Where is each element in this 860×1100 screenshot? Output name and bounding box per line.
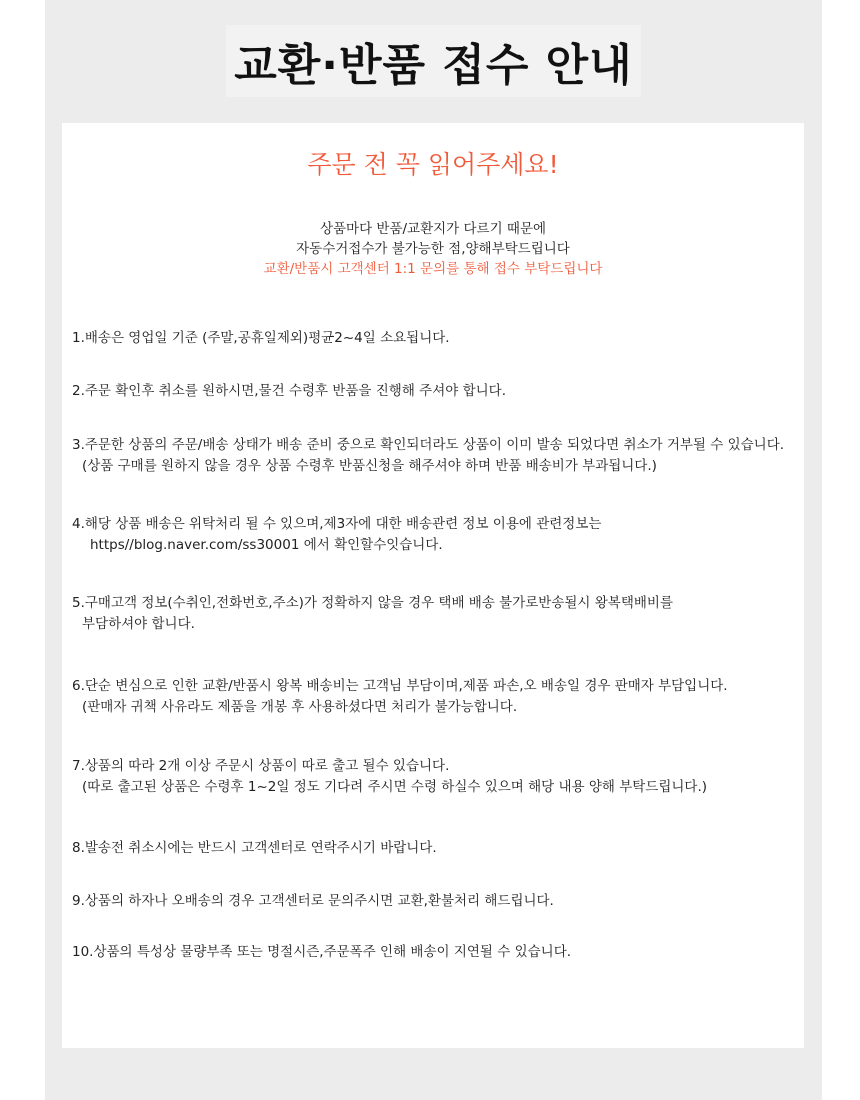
notice-item-5	[72, 593, 673, 635]
intro-text	[62, 219, 804, 279]
notice-item-4	[72, 514, 601, 556]
notice-subtext: (따로 출고된 상품은 수령후 1~2일 정도 기다려 주시면 수령 하실수 있으며 해당 내용 양해 부탁드립니다.)	[82, 779, 708, 795]
intro-line-2: 자동수거접수가 불가능한 점,양해부탁드립니다	[296, 241, 570, 257]
card-subtitle: 주문 전 꼭 읽어주세요!	[307, 150, 559, 179]
intro-line-1: 상품마다 반품/교환지가 다르기 때문에	[319, 221, 547, 237]
notice-item-6	[72, 676, 728, 718]
header	[45, 0, 822, 122]
notice-page	[45, 0, 822, 1100]
notice-item-9	[72, 891, 554, 912]
notice-subtext: (상품 구매를 원하지 않을 경우 상품 수령후 반품신청을 해주셔야 하며 반품 배송비가 부과됩니다.)	[82, 458, 657, 474]
notice-subtext: 부담하셔야 합니다.	[82, 616, 195, 632]
notice-text: 10.상품의 특성상 물량부족 또는 명절시즌,주문폭주 인해 배송이 지연될 수 있습니다.	[72, 944, 572, 960]
notice-subtext: https//blog.naver.com/ss30001 에서 확인할수잇습니다.	[90, 537, 443, 553]
notice-subtext: (판매자 귀책 사유라도 제품을 개봉 후 사용하셨다면 처리가 불가능합니다.	[82, 699, 518, 715]
notice-item-8	[72, 838, 437, 859]
intro-line-3: 교환/반품시 고객센터 1:1 문의를 통해 접수 부탁드립니다	[263, 261, 603, 277]
notice-text: 1.배송은 영업일 기준 (주말,공휴일제외)평균2~4일 소요됩니다.	[72, 330, 450, 346]
notice-text: 4.해당 상품 배송은 위탁처리 될 수 있으며,제3자에 대한 배송관련 정보 이용에 관련정보는	[72, 516, 602, 532]
notice-text: 8.발송전 취소시에는 반드시 고객센터로 연락주시기 바랍니다.	[72, 840, 437, 856]
notice-text: 9.상품의 하자나 오배송의 경우 고객센터로 문의주시면 교환,환불처리 해드립니다.	[72, 893, 554, 909]
notice-text: 6.단순 변심으로 인한 교환/반품시 왕복 배송비는 고객님 부담이며,제품 파손,오 배송일 경우 판매자 부담입니다.	[72, 678, 728, 694]
notice-item-3	[72, 435, 784, 477]
page-title: 교환·반품 접수 안내	[226, 25, 640, 97]
notice-text: 3.주문한 상품의 주문/배송 상태가 배송 준비 중으로 확인되더라도 상품이 이미 발송 되었다면 취소가 거부될 수 있습니다.	[72, 437, 785, 453]
notice-text: 7.상품의 따라 2개 이상 주문시 상품이 따로 출고 될수 있습니다.	[72, 758, 450, 774]
notice-item-7	[72, 756, 707, 798]
notice-card	[62, 123, 804, 1048]
notice-item-2	[72, 381, 506, 402]
notice-text: 5.구매고객 정보(수취인,전화번호,주소)가 정확하지 않을 경우 택배 배송 불가로반송될시 왕복택배비를	[72, 595, 674, 611]
notice-text: 2.주문 확인후 취소를 원하시면,물건 수령후 반품을 진행해 주셔야 합니다.	[72, 383, 506, 399]
notice-item-10	[72, 942, 571, 963]
notice-item-1	[72, 328, 450, 349]
